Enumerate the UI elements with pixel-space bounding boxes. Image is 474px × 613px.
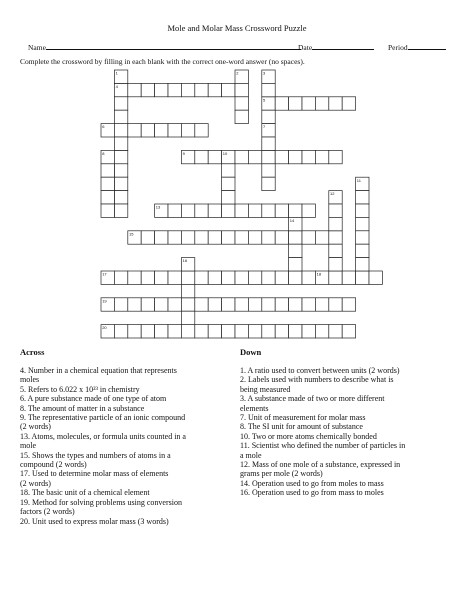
period-label: Period [388, 43, 408, 52]
grid-cell[interactable] [275, 150, 288, 163]
grid-cell[interactable] [356, 191, 369, 204]
instructions: Complete the crossword by filling in each blank with the correct one-word answer (no spaces). [20, 57, 305, 66]
grid-cell[interactable] [342, 271, 355, 284]
grid-cell[interactable] [208, 231, 221, 244]
cell-number: 14 [289, 218, 295, 223]
grid-cell[interactable] [289, 97, 302, 110]
grid-cell[interactable] [262, 150, 275, 163]
grid-cell[interactable] [128, 271, 141, 284]
grid-cell[interactable] [195, 124, 208, 137]
grid-cell[interactable] [302, 150, 315, 163]
grid-cell[interactable] [329, 217, 342, 230]
grid-cell[interactable] [101, 177, 114, 190]
grid-cell[interactable] [289, 244, 302, 257]
down-clue: a mole [240, 450, 262, 460]
across-clue: (2 words) [20, 478, 51, 488]
grid-cell[interactable] [302, 97, 315, 110]
grid-cell[interactable] [181, 325, 194, 338]
grid-cell[interactable] [302, 204, 315, 217]
grid-cell[interactable] [262, 204, 275, 217]
grid-cell[interactable] [275, 298, 288, 311]
grid-cell[interactable] [101, 191, 114, 204]
grid-cell[interactable] [195, 150, 208, 163]
grid-cell[interactable] [302, 271, 315, 284]
across-clue: 9. The representative particle of an ionic compound [20, 413, 186, 423]
cell-number: 1 [115, 70, 118, 76]
grid-cell[interactable] [356, 271, 369, 284]
grid-cell[interactable] [195, 83, 208, 96]
cell-number: 11 [356, 177, 361, 183]
grid-cell[interactable] [195, 231, 208, 244]
grid-cell[interactable] [195, 325, 208, 338]
cell-number: 19 [102, 298, 107, 304]
grid-cell[interactable] [248, 271, 261, 284]
cell-number: 6 [102, 124, 105, 130]
cell-number: 15 [129, 231, 134, 237]
grid-cell[interactable] [262, 83, 275, 96]
grid-cell[interactable] [168, 204, 181, 217]
down-clue: elements [240, 403, 269, 413]
grid-cell[interactable] [114, 271, 127, 284]
grid-cell[interactable] [181, 231, 194, 244]
cell-number: 13 [155, 204, 161, 210]
grid-cell[interactable] [114, 204, 127, 217]
grid-cell[interactable] [168, 271, 181, 284]
cell-number: 3 [263, 70, 266, 76]
grid-cell[interactable] [101, 204, 114, 217]
across-clue: 4. Number in a chemical equation that represents [20, 366, 177, 375]
across-clue: 6. A pure substance made of one type of atom [20, 394, 167, 404]
grid-cell[interactable] [155, 298, 168, 311]
across-clue: 17. Used to determine molar mass of elements [20, 469, 169, 479]
across-clue: 15. Shows the types and numbers of atoms in a [20, 450, 171, 460]
cell-number: 7 [263, 124, 266, 130]
grid-cell[interactable] [315, 298, 328, 311]
cell-number: 16 [182, 258, 188, 264]
grid-cell[interactable] [235, 150, 248, 163]
grid-cell[interactable] [114, 137, 127, 150]
grid-cell[interactable] [114, 325, 127, 338]
grid-cell[interactable] [342, 97, 355, 110]
grid-cell[interactable] [114, 191, 127, 204]
grid-cell[interactable] [302, 298, 315, 311]
grid-cell[interactable] [114, 298, 127, 311]
across-heading: Across [20, 347, 45, 357]
down-clue: 3. A substance made of two or more different [240, 394, 385, 404]
grid-cell[interactable] [222, 271, 235, 284]
grid-cell[interactable] [275, 271, 288, 284]
grid-cell[interactable] [329, 271, 342, 284]
grid-cell[interactable] [128, 325, 141, 338]
down-clue: 11. Scientist who defined the number of particles in [240, 441, 406, 451]
grid-cell[interactable] [315, 150, 328, 163]
grid-cell[interactable] [342, 298, 355, 311]
across-clue: 13. Atoms, molecules, or formula units counted in a [20, 431, 186, 441]
grid-cell[interactable] [222, 191, 235, 204]
down-clue: 1. A ratio used to convert between units (2 words) [240, 366, 400, 375]
down-clue: 10. Two or more atoms chemically bonded [240, 431, 377, 441]
cell-number: 2 [236, 70, 239, 76]
grid-cell[interactable] [329, 244, 342, 257]
grid-cell[interactable] [329, 298, 342, 311]
puzzle-title: Mole and Molar Mass Crossword Puzzle [167, 23, 307, 33]
grid-cell[interactable] [289, 258, 302, 271]
grid-cell[interactable] [141, 298, 154, 311]
grid-cell[interactable] [155, 124, 168, 137]
across-clue: 5. Refers to 6.022 x 10²³ in chemistry [20, 384, 140, 394]
cell-number: 4 [115, 84, 118, 89]
grid-cell[interactable] [289, 298, 302, 311]
across-clue: 18. The basic unit of a chemical element [20, 488, 150, 498]
down-clues [240, 366, 460, 498]
grid-cell[interactable] [289, 150, 302, 163]
grid-cell[interactable] [302, 231, 315, 244]
across-clue: factors (2 words) [20, 507, 75, 517]
grid-cell[interactable] [356, 231, 369, 244]
grid-cell[interactable] [248, 150, 261, 163]
grid-cell[interactable] [248, 231, 261, 244]
grid-cell[interactable] [101, 164, 114, 177]
grid-cell[interactable] [262, 177, 275, 190]
grid-cell[interactable] [315, 231, 328, 244]
across-clue: 8. The amount of matter in a substance [20, 403, 145, 413]
cell-number: 18 [316, 271, 322, 277]
grid-cell[interactable] [248, 325, 261, 338]
grid-cell[interactable] [168, 298, 181, 311]
grid-cell[interactable] [235, 325, 248, 338]
down-clue: 14. Operation used to go from moles to mass [240, 478, 384, 488]
cell-number: 9 [182, 151, 185, 156]
down-clue: 16. Operation used to go from mass to moles [240, 488, 384, 498]
grid-cell[interactable] [289, 271, 302, 284]
grid-cell[interactable] [369, 271, 382, 284]
grid-cell[interactable] [181, 83, 194, 96]
grid-cell[interactable] [195, 271, 208, 284]
grid-cell[interactable] [128, 124, 141, 137]
grid-cell[interactable] [181, 204, 194, 217]
across-clue: compound (2 words) [20, 460, 87, 470]
grid-cell[interactable] [114, 150, 127, 163]
grid-cell[interactable] [168, 124, 181, 137]
grid-cell[interactable] [275, 325, 288, 338]
cell-number: 17 [102, 271, 107, 277]
grid-cell[interactable] [248, 298, 261, 311]
grid-cell[interactable] [141, 124, 154, 137]
cell-number: 8 [102, 151, 105, 156]
grid-cell[interactable] [235, 110, 248, 123]
grid-cell[interactable] [262, 110, 275, 123]
cell-number: 12 [330, 191, 335, 197]
down-clue: 7. Unit of measurement for molar mass [240, 413, 366, 423]
grid-cell[interactable] [114, 164, 127, 177]
across-clue: mole [20, 441, 36, 451]
grid-cell[interactable] [208, 150, 221, 163]
grid-cell[interactable] [289, 325, 302, 338]
grid-cell[interactable] [329, 258, 342, 271]
grid-cell[interactable] [315, 325, 328, 338]
grid-cell[interactable] [195, 298, 208, 311]
grid-cell[interactable] [181, 284, 194, 297]
grid-cell[interactable] [289, 204, 302, 217]
grid-cell[interactable] [315, 97, 328, 110]
across-clue: 19. Method for solving problems using conversion [20, 497, 182, 507]
grid-cell[interactable] [275, 231, 288, 244]
grid-cell[interactable] [222, 204, 235, 217]
grid-cell[interactable] [222, 298, 235, 311]
grid-cell[interactable] [356, 204, 369, 217]
grid-cell[interactable] [342, 325, 355, 338]
grid-cell[interactable] [235, 298, 248, 311]
grid-cell[interactable] [356, 258, 369, 271]
grid-cell[interactable] [208, 325, 221, 338]
grid-cell[interactable] [248, 204, 261, 217]
grid-cell[interactable] [222, 83, 235, 96]
grid-cell[interactable] [302, 325, 315, 338]
down-clue: 12. Mass of one mole of a substance, expressed in [240, 460, 401, 470]
grid-cell[interactable] [222, 231, 235, 244]
grid-cell[interactable] [329, 97, 342, 110]
grid-cell[interactable] [114, 110, 127, 123]
grid-cell[interactable] [235, 204, 248, 217]
grid-cell[interactable] [181, 271, 194, 284]
grid-cell[interactable] [222, 164, 235, 177]
cell-number: 20 [102, 325, 107, 331]
grid-cell[interactable] [181, 124, 194, 137]
grid-cell[interactable] [329, 204, 342, 217]
grid-cell[interactable] [208, 204, 221, 217]
down-clue: being measured [240, 384, 291, 394]
grid-cell[interactable] [329, 150, 342, 163]
across-clue: 20. Unit used to express molar mass (3 words) [20, 516, 169, 526]
grid-cell[interactable] [168, 231, 181, 244]
across-clues [20, 366, 235, 526]
grid-cell[interactable] [141, 271, 154, 284]
grid-cell[interactable] [181, 298, 194, 311]
grid-cell[interactable] [329, 325, 342, 338]
grid-cell[interactable] [329, 231, 342, 244]
grid-cell[interactable] [262, 164, 275, 177]
grid-cell[interactable] [208, 83, 221, 96]
grid-cell[interactable] [289, 231, 302, 244]
grid-cell[interactable] [155, 271, 168, 284]
name-label: Name [28, 43, 46, 52]
grid-cell[interactable] [356, 217, 369, 230]
across-clue: moles [20, 375, 40, 385]
across-clue: (2 words) [20, 422, 51, 432]
grid-cell[interactable] [141, 83, 154, 96]
grid-cell[interactable] [208, 298, 221, 311]
grid-cell[interactable] [195, 204, 208, 217]
grid-cell[interactable] [235, 97, 248, 110]
grid-cell[interactable] [262, 298, 275, 311]
grid-cell[interactable] [262, 325, 275, 338]
down-heading: Down [240, 347, 262, 357]
grid-cell[interactable] [141, 231, 154, 244]
grid-cell[interactable] [222, 177, 235, 190]
grid-cell[interactable] [235, 83, 248, 96]
grid-cell[interactable] [114, 177, 127, 190]
grid-cell[interactable] [168, 83, 181, 96]
grid-cell[interactable] [275, 97, 288, 110]
grid-cell[interactable] [128, 298, 141, 311]
grid-cell[interactable] [155, 231, 168, 244]
grid-cell[interactable] [114, 124, 127, 137]
grid-cell[interactable] [168, 325, 181, 338]
grid-cell[interactable] [235, 271, 248, 284]
grid-cell[interactable] [262, 231, 275, 244]
down-clue: 8. The SI unit for amount of substance [240, 422, 363, 432]
grid-cell[interactable] [181, 311, 194, 324]
grid-cell[interactable] [222, 325, 235, 338]
cell-number: 5 [263, 97, 266, 103]
grid-cell[interactable] [141, 325, 154, 338]
cell-number: 10 [222, 151, 228, 156]
grid-cell[interactable] [114, 97, 127, 110]
grid-cell[interactable] [275, 204, 288, 217]
down-clue: 2. Labels used with numbers to describe what is [240, 375, 394, 385]
grid-cell[interactable] [235, 231, 248, 244]
grid-cell[interactable] [208, 271, 221, 284]
grid-cell[interactable] [262, 137, 275, 150]
grid-cell[interactable] [155, 325, 168, 338]
grid-cell[interactable] [155, 83, 168, 96]
grid-cell[interactable] [356, 244, 369, 257]
grid-cell[interactable] [128, 83, 141, 96]
date-label: Date [298, 43, 313, 52]
grid-cell[interactable] [262, 271, 275, 284]
down-clue: grams per mole (2 words) [240, 469, 323, 479]
